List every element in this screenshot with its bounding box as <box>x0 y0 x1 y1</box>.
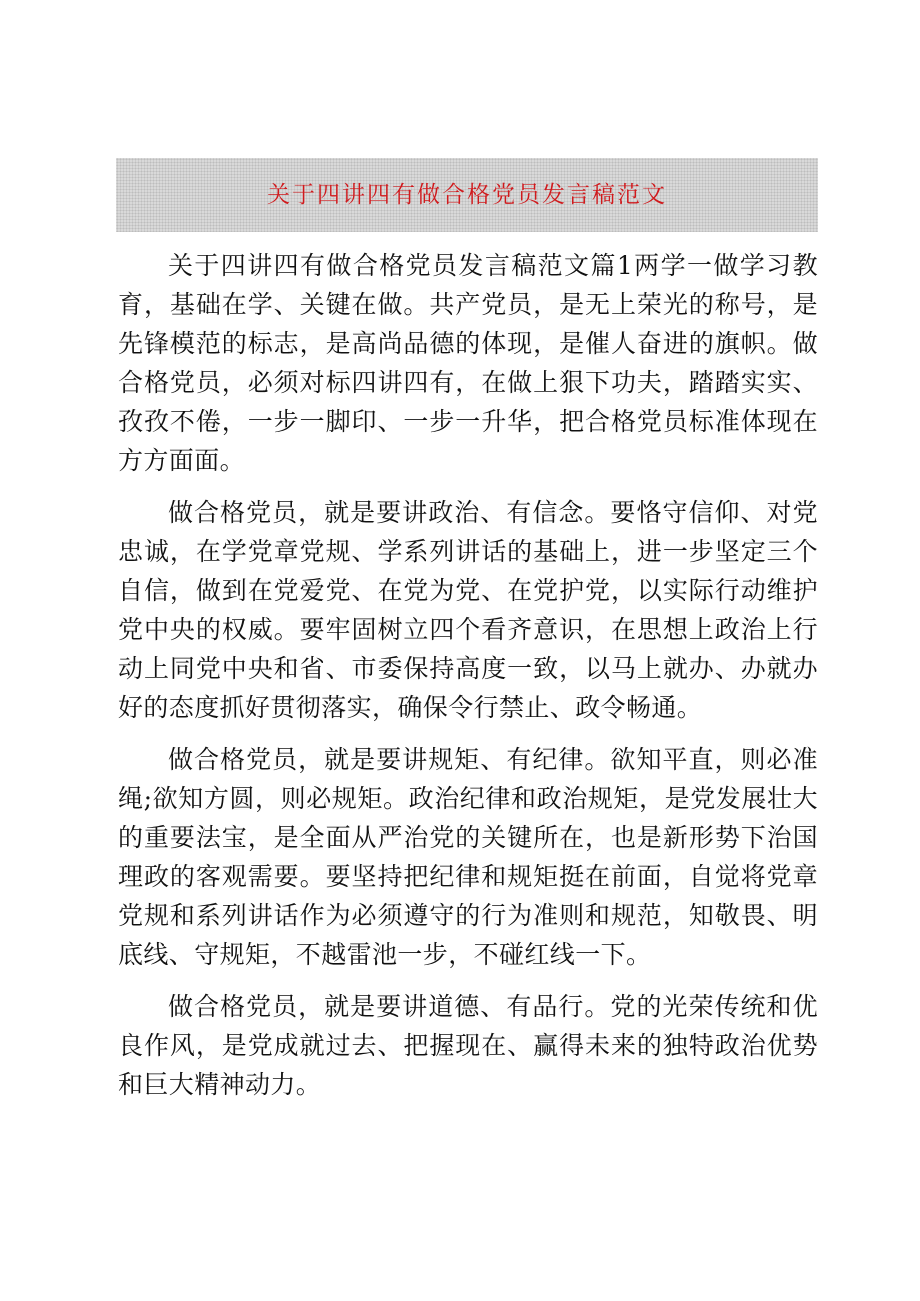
document-title: 关于四讲四有做合格党员发言稿范文 <box>267 181 667 208</box>
document-body <box>118 246 818 1117</box>
paragraph-4: 做合格党员，就是要讲道德、有品行。党的光荣传统和优良作风，是党成就过去、把握现在、赢得未来的独特政治优势和巨大精神动力。 <box>118 992 818 1099</box>
paragraph-1: 关于四讲四有做合格党员发言稿范文篇1两学一做学习教育，基础在学、关键在做。共产党员，是无上荣光的称号，是先锋模范的标志，是高尚品德的体现，是催人奋进的旗帜。做合格党员，必须对标四讲四有，在做上狠下功夫，踏踏实实、孜孜不倦，一步一脚印、一步一升华，把合格党员标准体现在方方面面。 <box>118 251 818 475</box>
paragraph-2: 做合格党员，就是要讲政治、有信念。要恪守信仰、对党忠诚，在学党章党规、学系列讲话的基础上，进一步坚定三个自信，做到在党爱党、在党为党、在党护党，以实际行动维护党中央的权威。要牢固树立四个看齐意识，在思想上政治上行动上同党中央和省、市委保持高度一致，以马上就办、办就办好的态度抓好贯彻落实，确保令行禁止、政令畅通。 <box>118 498 818 722</box>
title-band <box>116 158 818 232</box>
paragraph-3: 做合格党员，就是要讲规矩、有纪律。欲知平直，则必准绳;欲知方圆，则必规矩。政治纪律和政治规矩，是党发展壮大的重要法宝，是全面从严治党的关键所在，也是新形势下治国理政的客观需要。要坚持把纪律和规矩挺在前面，自觉将党章党规和系列讲话作为必须遵守的行为准则和规范，知敬畏、明底线、守规矩，不越雷池一步，不碰红线一下。 <box>118 745 818 969</box>
